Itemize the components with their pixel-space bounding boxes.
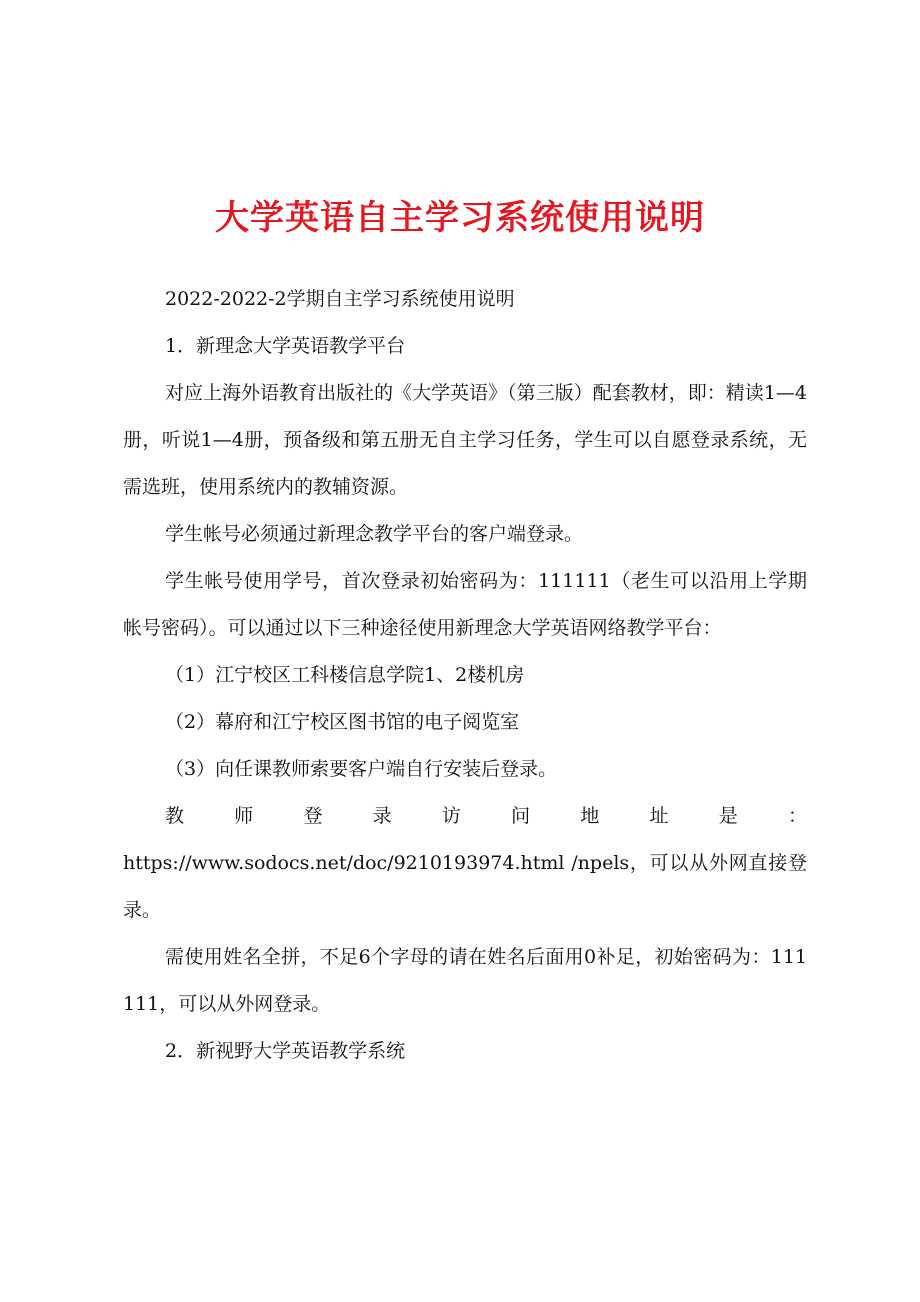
paragraph-section-2-heading: 2．新视野大学英语教学系统	[165, 1040, 406, 1062]
paragraph-teacher-login	[123, 793, 807, 934]
list-item-access-route-2: （2）幕府和江宁校区图书馆的电子阅览室	[165, 711, 520, 733]
paragraph-student-account-info: 学生帐号使用学号，首次登录初始密码为：111111（老生可以沿用上学期帐号密码）。可以通过以下三种途径使用新理念大学英语网络教学平台：	[123, 570, 807, 639]
teacher-login-label: 教师登录访问地址是：	[165, 805, 807, 827]
page-title: 大学英语自主学习系统使用说明	[215, 198, 705, 238]
paragraph-semester-heading: 2022-2022-2学期自主学习系统使用说明	[165, 288, 515, 310]
teacher-login-suffix: ，可以从外网直接登录。	[123, 852, 807, 921]
document-body	[123, 276, 807, 1075]
paragraph-textbook-description: 对应上海外语教育出版社的《大学英语》（第三版）配套教材，即：精读1—4册，听说1—4册，预备级和第五册无自主学习任务，学生可以自愿登录系统，无需选班，使用系统内的教辅资源。	[123, 382, 807, 498]
paragraph-teacher-password-info: 需使用姓名全拼，不足6个字母的请在姓名后面用0补足，初始密码为：111111，可以从外网登录。	[123, 946, 807, 1015]
list-item-access-route-1: （1）江宁校区工科楼信息学院1、2楼机房	[165, 664, 525, 686]
teacher-login-url[interactable]: https://www.sodocs.net/doc/9210193974.html /npels	[123, 852, 630, 874]
paragraph-client-login-note: 学生帐号必须通过新理念教学平台的客户端登录。	[165, 523, 584, 545]
list-item-access-route-3: （3）向任课教师索要客户端自行安装后登录。	[165, 758, 558, 780]
paragraph-section-1-heading: 1．新理念大学英语教学平台	[165, 335, 406, 357]
